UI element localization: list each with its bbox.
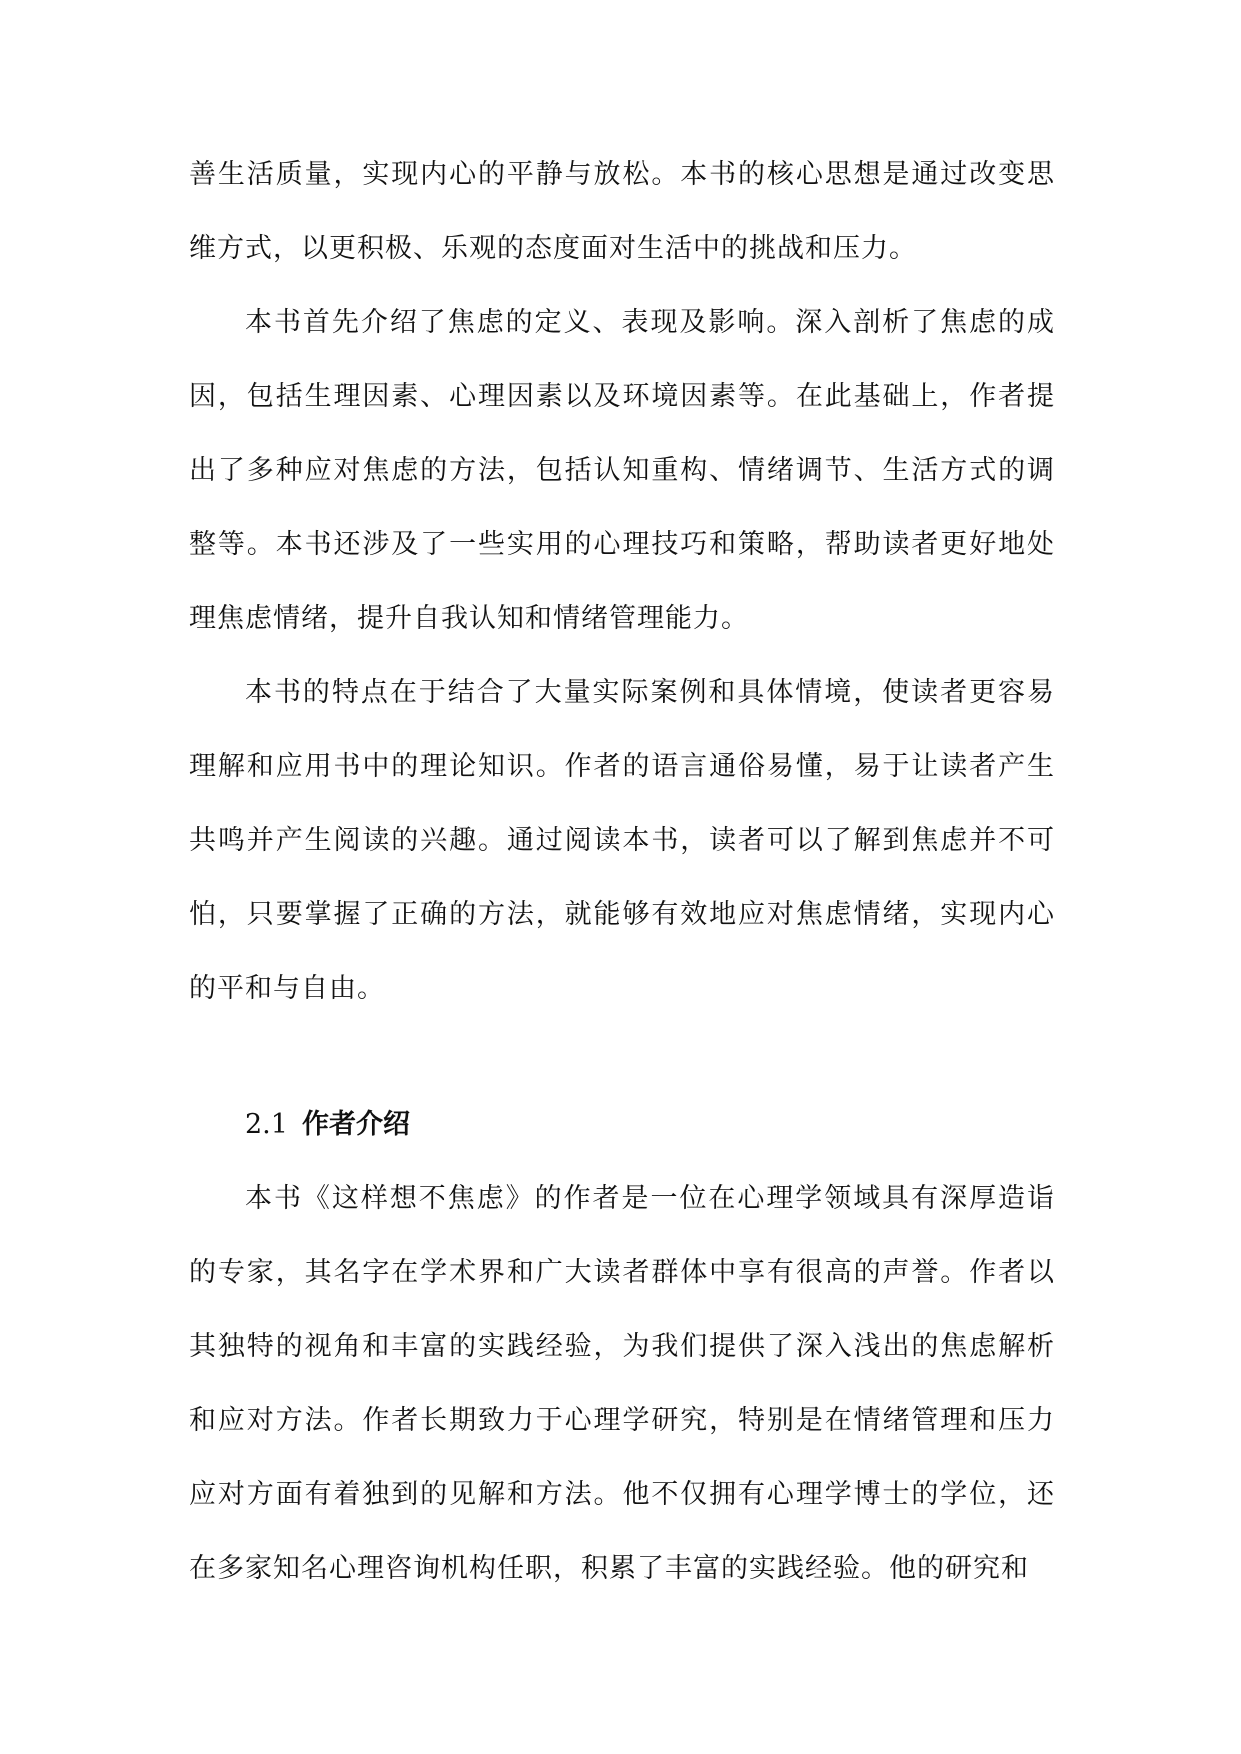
body-paragraph: 本书首先介绍了焦虑的定义、表现及影响。深入剖析了焦虑的成因，包括生理因素、心理因素以及环境因素等。在此基础上，作者提出了多种应对焦虑的方法，包括认知重构、情绪调节、生活方式的调整等。本书还涉及了一些实用的心理技巧和策略，帮助读者更好地处理焦虑情绪，提升自我认知和情绪管理能力。 [189,307,1055,634]
body-paragraph: 本书《这样想不焦虑》的作者是一位在心理学领域具有深厚造诣的专家，其名字在学术界和广大读者群体中享有很高的声誉。作者以其独特的视角和丰富的实践经验，为我们提供了深入浅出的焦虑解析和应对方法。作者长期致力于心理学研究，特别是在情绪管理和压力应对方面有着独到的见解和方法。他不仅拥有心理学博士的学位，还在多家知名心理咨询机构任职，积累了丰富的实践经验。他的研究和 [189,1183,1055,1584]
page-content [189,138,1055,1606]
section-title: 作者介绍 [301,1109,410,1140]
section-number: 2.1 [245,1109,288,1140]
body-paragraph: 本书的特点在于结合了大量实际案例和具体情境，使读者更容易理解和应用书中的理论知识。作者的语言通俗易懂，易于让读者产生共鸣并产生阅读的兴趣。通过阅读本书，读者可以了解到焦虑并不可怕，只要掌握了正确的方法，就能够有效地应对焦虑情绪，实现内心的平和与自由。 [189,677,1055,1004]
section-heading [189,1088,1055,1162]
body-paragraph: 善生活质量，实现内心的平静与放松。本书的核心思想是通过改变思维方式，以更积极、乐观的态度面对生活中的挑战和压力。 [189,159,1055,264]
